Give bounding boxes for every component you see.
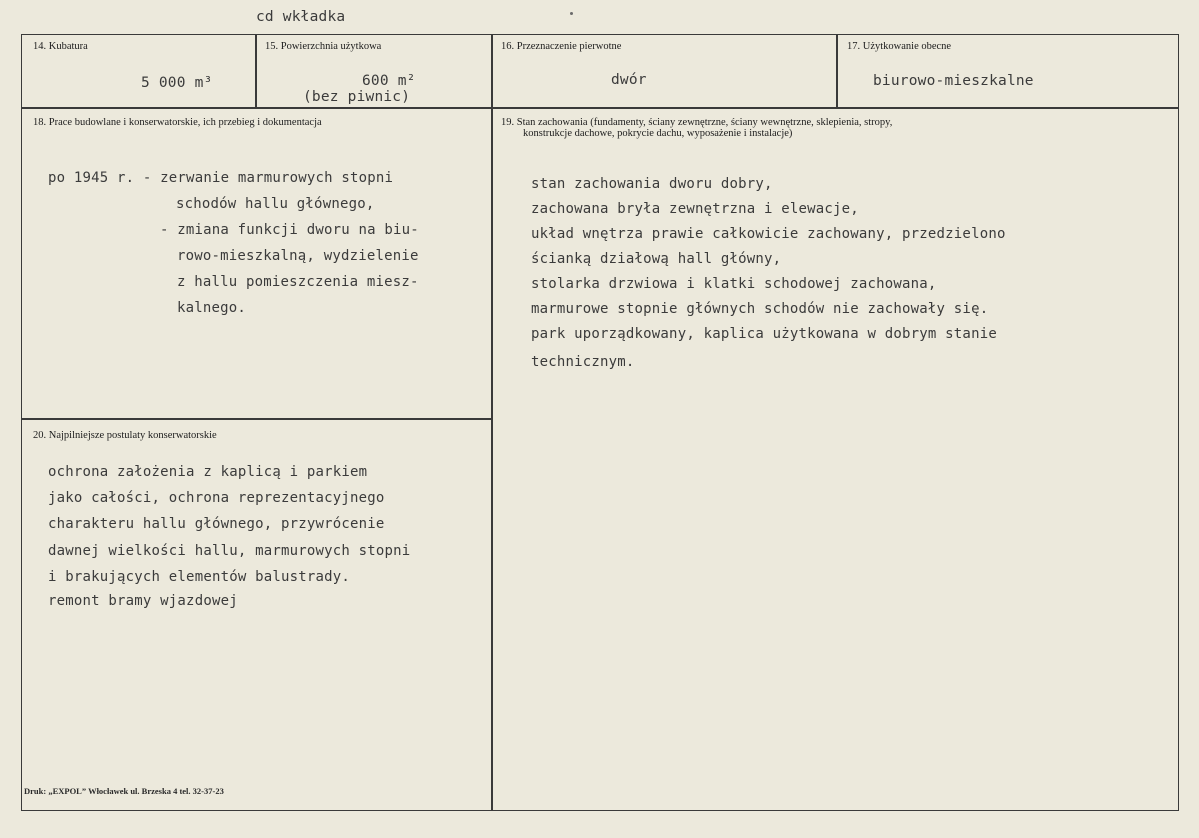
- field-14-value: 5 000 m³: [141, 75, 213, 91]
- field-19-line: układ wnętrza prawie całkowicie zachowany, przedzielono: [531, 226, 1006, 242]
- field-15-label: 15. Powierzchnia użytkowa: [265, 41, 382, 52]
- field-20-line: dawnej wielkości hallu, marmurowych stopni: [48, 543, 411, 559]
- field-14-label: 14. Kubatura: [33, 41, 88, 52]
- form-frame: [21, 34, 1179, 811]
- field-18-line: schodów hallu głównego,: [176, 196, 375, 212]
- field-18-line: z hallu pomieszczenia miesz-: [177, 274, 419, 290]
- field-17-value: biurowo-mieszkalne: [873, 73, 1034, 89]
- field-16-label: 16. Przeznaczenie pierwotne: [501, 41, 622, 52]
- field-18-line: rowo-mieszkalną, wydzielenie: [177, 248, 419, 264]
- field-20-line: charakteru hallu głównego, przywrócenie: [48, 516, 385, 532]
- field-19-line: stan zachowania dworu dobry,: [531, 176, 773, 192]
- divider-row1: [21, 107, 1179, 109]
- field-19-label-cont: konstrukcje dachowe, pokrycie dachu, wyposażenie i instalacje): [523, 128, 793, 139]
- field-17-label: 17. Użytkowanie obecne: [847, 41, 952, 52]
- field-19-line: marmurowe stopnie głównych schodów nie zachowały się.: [531, 301, 989, 317]
- field-19-line: stolarka drzwiowa i klatki schodowej zachowana,: [531, 276, 937, 292]
- field-19-line: technicznym.: [531, 354, 635, 370]
- field-19-line: zachowana bryła zewnętrzna i elewacje,: [531, 201, 859, 217]
- field-20-line: ochrona założenia z kaplicą i parkiem: [48, 464, 368, 480]
- field-19-label: 19. Stan zachowania (fundamenty, ściany zewnętrzne, ściany wewnętrzne, sklepienia, stropy,: [501, 117, 893, 128]
- field-20-label: 20. Najpilniejsze postulaty konserwatorskie: [33, 430, 217, 441]
- field-20-line: jako całości, ochrona reprezentacyjnego: [48, 490, 385, 506]
- printer-imprint: Druk: „EXPOL” Włocławek ul. Brzeska 4 tel. 32-37-23: [24, 786, 224, 796]
- field-19-line: ścianką działową hall główny,: [531, 251, 782, 267]
- divider-14-15: [255, 34, 257, 108]
- field-18-line: - zmiana funkcji dworu na biu-: [160, 222, 419, 238]
- field-15-value-note: (bez piwnic): [303, 89, 411, 105]
- field-18-line: kalnego.: [177, 300, 247, 316]
- field-18-label: 18. Prace budowlane i konserwatorskie, ich przebieg i dokumentacja: [33, 117, 322, 128]
- field-18-line: po 1945 r. - zerwanie marmurowych stopni: [48, 170, 394, 186]
- field-16-value: dwór: [611, 72, 647, 88]
- paper-speck: [570, 12, 573, 15]
- divider-field20: [21, 418, 492, 420]
- divider-16-17: [836, 34, 838, 108]
- field-19-line: park uporządkowany, kaplica użytkowana w dobrym stanie: [531, 326, 997, 342]
- field-20-line: i brakujących elementów balustrady.: [48, 569, 351, 585]
- field-20-line: remont bramy wjazdowej: [48, 593, 238, 609]
- field-15-value: 600 m²: [362, 73, 416, 89]
- continuation-note: cd wkładka: [256, 9, 346, 25]
- divider-15-16: [491, 34, 493, 811]
